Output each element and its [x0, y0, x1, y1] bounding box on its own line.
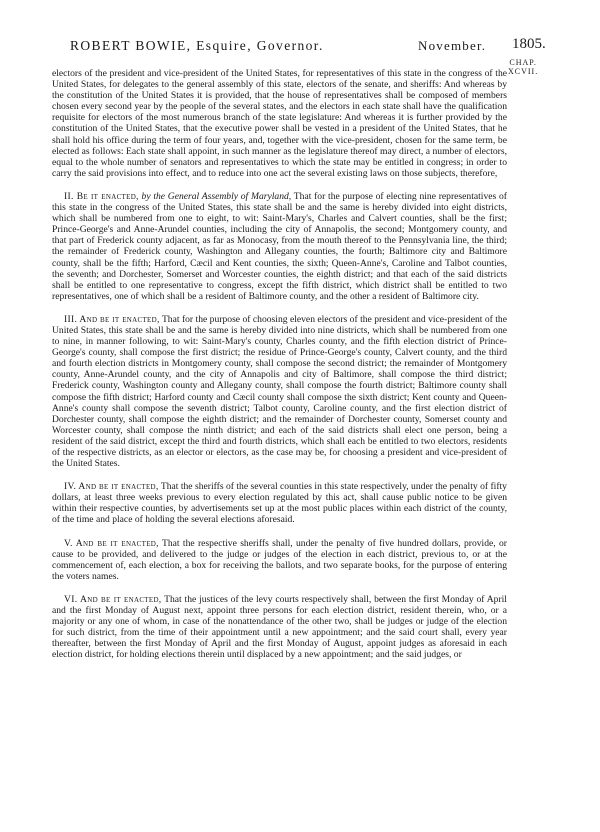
paragraph-section-2 — [52, 191, 507, 302]
document-body — [52, 68, 507, 673]
header-year: 1805. — [512, 36, 546, 52]
paragraph-text: That the respective sheriffs shall, under the penalty of five hundred dollars, provide, or cause to be provided, and delivered to the judge or judges of the election in each district, previous to, or at the commencement of, each election, a box for receiving the ballots, and two separate books, for the purpose of entering the voters names. — [52, 537, 507, 582]
header-month: November. — [418, 38, 487, 53]
margin-chapter-note — [508, 58, 538, 76]
paragraph-text: electors of the president and vice-president of the United States, for representatives of this state in the congress of the United States, for delegates to the general assembly of this state, electors of the senate, and sheriffs: And whereas by the constitution of the United States it is provided, that the house of representatives shall be composed of members chosen every second year by the people of the several states, and the electors in each state shall have the qualification requisite for electors of the most numerous branch of the state legislature: And whereas it is further provided by the constitution of the United States, that the executive power shall be vested in a president of the United States, that he shall hold his office during the term of four years, and, together with the vice-president, chosen for the same term, be elected as follows: Each state shall appoint, in such manner as the legislature thereof may direct, a number of electors, equal to the whole number of senators and representatives to which the state may be entitled in congress; in order to carry the said provisions into effect, and to reduce into one act the several existing laws on those subjects, therefore, — [52, 68, 507, 179]
running-header — [0, 38, 600, 58]
enacting-clause: by the General Assembly of Maryland, — [141, 190, 292, 202]
section-lead: IV. And be it enacted, — [64, 481, 159, 493]
paragraph-section-3 — [52, 314, 507, 469]
chapter-label: CHAP. — [509, 58, 537, 67]
paragraph-text: That for the purpose of electing nine representatives of this state in the congress of the United States, this state shall be and the same is hereby divided into eight districts, which shall be numbered from one to eight, to wit: Saint-Mary's, Charles and Calvert counties, shall be the first; Prince-George's and Anne-Arundel counties, including the city of Annapolis, the second; Montgomery county, and that part of Frederick county adjacent, as far as Monocasy, from the mouth thereof to the Pennsylvania line, the third; the remainder of Frederick county, Washington and Allegany counties, the fourth; Baltimore city and Baltimore county, shall be the fifth; Harford, Cæcil and Kent counties, the sixth; Queen-Anne's, Caroline and Talbot counties, the seventh; and Dorchester, Somerset and Worcester counties, the eighth district; and that each of the said districts shall be entitled to one representative to congress, except the fifth district, which district shall be entitled to two representatives, one of which shall be a resident of Baltimore county, and the other a resident of Baltimore city. — [52, 190, 507, 302]
header-title: ROBERT BOWIE, Esquire, Governor. — [70, 38, 324, 53]
section-lead: II. Be it enacted, — [64, 190, 139, 202]
section-lead: VI. And be it enacted, — [64, 593, 162, 605]
chapter-number: XCVII. — [508, 67, 539, 76]
paragraph-section-5 — [52, 538, 507, 582]
section-lead: III. And be it enacted, — [64, 313, 160, 325]
paragraph-text: That for the purpose of choosing eleven electors of the president and vice-president of the United States, this state shall be and the same is hereby divided into nine districts, which shall be numbered from one to nine, in manner following, to wit: Saint-Mary's county, Charles county, and the fifth election district of Prince-George's county, shall compose the first district; the residue of Prince-George's county, Calvert county, and the third and fourth election districts in Montgomery county, shall compose the second district; the remainder of Montgomery county, Anne-Arundel county, and the city of Annapolis and city of Baltimore, shall compose the third district; Frederick county, Washington county and Allegany county, shall compose the fourth district; Baltimore county shall compose the fifth district; Harford county and Cæcil county shall compose the sixth district; Kent county and Queen-Anne's county shall compose the seventh district; Talbot county, Caroline county, and the first election district of Dorchester county, shall compose the eighth district; and the remainder of Dorchester county, Somerset county and Worcester county, shall compose the ninth district; and each of the said districts shall elect one person, being a resident of the said district, except the third and fourth districts, which shall each be entitled to two electors, residents of the respective districts, as an elector or electors, as the case may be, for choosing a president and vice-president of the United States. — [52, 313, 507, 470]
section-lead: V. And be it enacted, — [64, 537, 159, 549]
paragraph-section-4 — [52, 481, 507, 525]
paragraph-section-6 — [52, 594, 507, 661]
paragraph-preamble — [52, 68, 507, 179]
paragraph-text: That the justices of the levy courts respectively shall, between the first Monday of April and the first Monday of August next, appoint three persons for each election district, resident therein, who, or a majority or any one of whom, in case of the nonattendance of the other two, shall be judges or judge of the election for such district, from the time of their appointment until a new appointment; and the said court shall, every year thereafter, between the first Monday of April and the first Monday of August, appoint judges as aforesaid in each election district, for holding elections therein until displaced by a new appointment; and the said judges, or — [52, 593, 507, 661]
paragraph-text: That the sheriffs of the several counties in this state respectively, under the penalty of fifty dollars, at least three weeks previous to every election regulated by this act, shall cause public notice to be given within their respective counties, by advertisements set up at the most public places within each district of the county, of the time and place of holding the several elections aforesaid. — [52, 481, 507, 526]
